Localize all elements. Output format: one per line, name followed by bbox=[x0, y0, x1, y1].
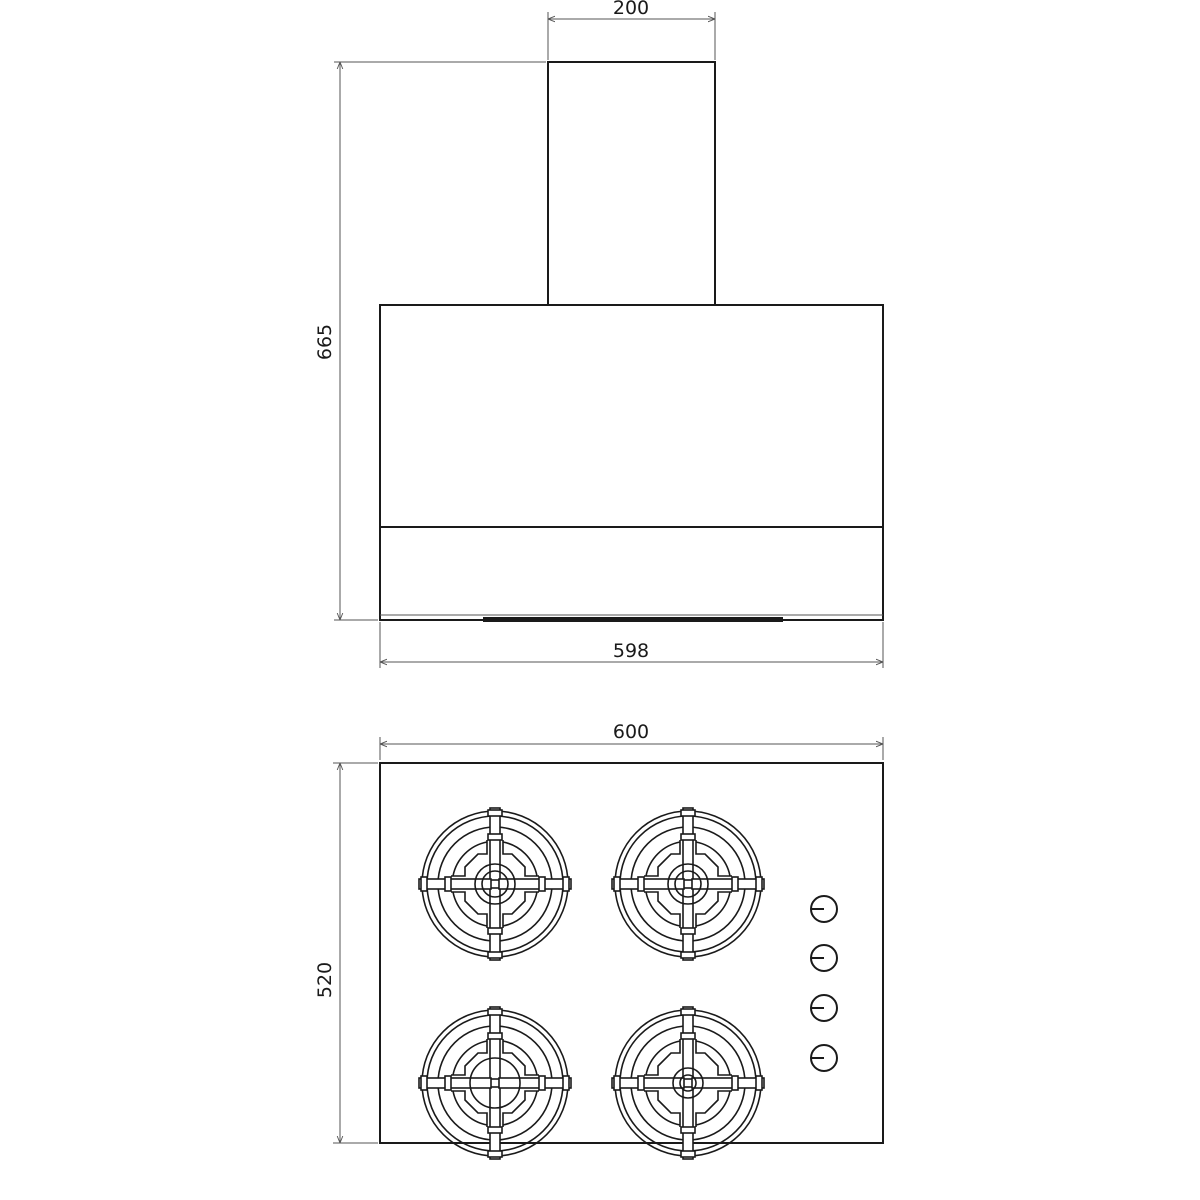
hob-depth-label: 520 bbox=[314, 961, 336, 999]
dimension-hood-width bbox=[380, 622, 883, 668]
hob-width-dimension bbox=[380, 721, 883, 760]
hood-body bbox=[380, 305, 883, 620]
hob-depth-dimension bbox=[314, 763, 378, 1143]
chimney-width-label: 200 bbox=[612, 0, 650, 19]
burner-rear-left bbox=[419, 808, 571, 960]
hood-chimney bbox=[548, 62, 715, 305]
gas-hob bbox=[380, 763, 883, 1159]
burner-front-right bbox=[612, 1007, 764, 1159]
hob-knob-2[interactable] bbox=[811, 945, 837, 971]
hood-height-label: 665 bbox=[314, 323, 336, 361]
burner-front-left bbox=[419, 1007, 571, 1159]
cooker-hood bbox=[380, 62, 883, 622]
hob-knob-3[interactable] bbox=[811, 995, 837, 1021]
burner-rear-right bbox=[612, 808, 764, 960]
dimension-chimney-width bbox=[548, 0, 715, 60]
hood-grease-filter bbox=[483, 617, 783, 622]
hob-knob-4[interactable] bbox=[811, 1045, 837, 1071]
hob-width-label: 600 bbox=[612, 721, 650, 743]
dimension-hood-height bbox=[314, 62, 546, 620]
hood-width-label: 598 bbox=[612, 640, 650, 662]
hob-knob-1[interactable] bbox=[811, 896, 837, 922]
